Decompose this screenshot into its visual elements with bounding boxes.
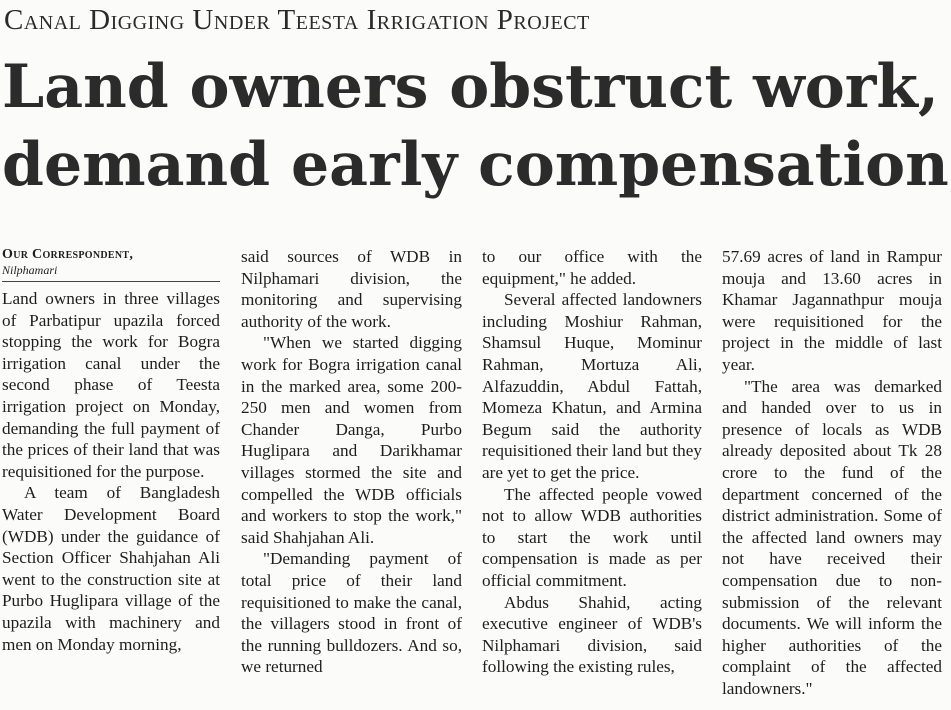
byline-author: Our Correspondent, bbox=[2, 247, 134, 262]
paragraph: Abdus Shahid, acting executive engineer of WDB's Nilphamari division, said following the existing rules, bbox=[482, 592, 702, 677]
article-column-2 bbox=[241, 246, 462, 678]
paragraph: The affected people vowed not to allow WDB authorities to start the work until compensation is made as per official commitment. bbox=[482, 484, 702, 590]
article-column-4 bbox=[722, 246, 942, 699]
paragraph: 57.69 acres of land in Rampur mouja and 13.60 acres in Khamar Jagannathpur mouja were requisitioned for the project in the middle of last year. bbox=[722, 247, 942, 374]
paragraph: Land owners in three villages of Parbatipur upazila forced stopping the work for Bogra irrigation canal under the second phase of Teesta irrigation project on Monday, demanding the full payment of the prices of their land that was requisitioned for the purpose. bbox=[2, 289, 220, 481]
headline bbox=[2, 48, 947, 204]
paragraph: "When we started digging work for Bogra irrigation canal in the marked area, some 200-250 men and women from Chander Danga, Purbo Huglipara and Darikhamar villages stormed the site and compelled the WDB officials and workers to stop the work," said Shahjahan Ali. bbox=[241, 333, 462, 547]
article-column-1 bbox=[2, 246, 220, 655]
paragraph: to our office with the equipment," he added. bbox=[482, 247, 702, 288]
article-column-3 bbox=[482, 246, 702, 678]
headline-line-1: Land owners obstruct work, bbox=[2, 52, 939, 122]
paragraph: "The area was demarked and handed over to us in presence of locals as WDB already deposited about Tk 28 crore to the fund of the department concerned of the district administration. Some of the affected land owners may not have received their compensation due to non-submission of the relevant documents. We will inform the higher authorities of the complaint of the affected landowners." bbox=[722, 376, 942, 698]
paragraph: Several affected landowners including Moshiur Rahman, Shamsul Huque, Mominur Rahman, Mortuza Ali, Alfazuddin, Abdul Fattah, Momeza Khatun, and Armina Begum said the authority requisitioned their land but they are yet to get the price. bbox=[482, 290, 702, 482]
headline-line-2: demand early compensation bbox=[2, 130, 949, 200]
paragraph: "Demanding payment of total price of their land requisitioned to make the canal, the villagers stood in front of the running bulldozers. And so, we returned bbox=[241, 549, 462, 677]
byline-place: Nilphamari bbox=[2, 263, 220, 282]
kicker: Canal Digging Under Teesta Irrigation Project bbox=[4, 4, 590, 36]
paragraph: said sources of WDB in Nilphamari division, the monitoring and supervising authority of the work. bbox=[241, 247, 462, 331]
paragraph: A team of Bangladesh Water Development Board (WDB) under the guidance of Section Officer Shahjahan Ali went to the construction site at Purbo Huglipara village of the upazila with machinery and men on Monday morning, bbox=[2, 483, 220, 654]
